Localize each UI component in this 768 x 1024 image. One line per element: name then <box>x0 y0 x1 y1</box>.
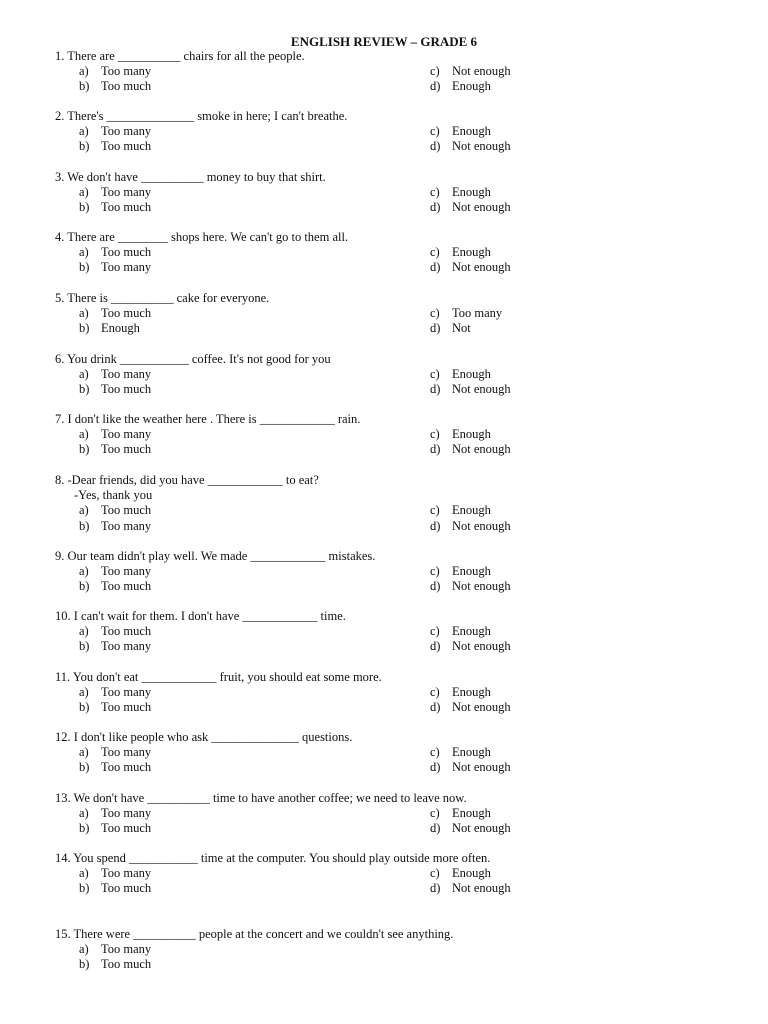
option-b[interactable]: b) Too many <box>79 260 152 275</box>
question-9 <box>55 549 695 595</box>
option-d[interactable]: d) Not enough <box>430 260 511 275</box>
option-c[interactable]: c) Enough <box>430 745 491 760</box>
option-c[interactable]: c) Enough <box>430 124 491 139</box>
option-b[interactable]: b) Too much <box>79 442 152 457</box>
option-d[interactable]: d) Not enough <box>430 821 511 836</box>
question-3 <box>55 170 695 216</box>
option-d[interactable]: d) Not enough <box>430 700 511 715</box>
question-4 <box>55 230 695 276</box>
question-text: 11. You don't eat ____________ fruit, you should eat some more. <box>55 670 382 684</box>
question-text: 10. I can't wait for them. I don't have ____________ time. <box>55 609 346 623</box>
question-text: 7. I don't like the weather here . There is ____________ rain. <box>55 412 361 426</box>
option-a[interactable]: a) Too much <box>79 306 152 321</box>
option-d[interactable]: d) Not enough <box>430 639 511 654</box>
option-b[interactable]: b) Too many <box>79 518 152 533</box>
option-d[interactable]: d) Not enough <box>430 579 511 594</box>
question-text-reply: -Yes, thank you <box>74 488 153 503</box>
option-d[interactable]: d) Not enough <box>430 139 511 154</box>
option-b[interactable]: b) Too much <box>79 79 152 94</box>
option-c[interactable]: c) Enough <box>430 427 491 442</box>
option-a[interactable]: a) Too many <box>79 427 152 442</box>
question-text: 2. There's ______________ smoke in here; I can't breathe. <box>55 109 348 123</box>
question-text: 1. There are __________ chairs for all the people. <box>55 49 305 63</box>
question-text: 5. There is __________ cake for everyone. <box>55 291 270 305</box>
option-d[interactable]: d) Not enough <box>430 881 511 896</box>
question-5 <box>55 291 695 337</box>
option-b[interactable]: b) Too much <box>79 700 152 715</box>
option-c[interactable]: c) Too many <box>430 306 503 321</box>
option-b[interactable]: b) Too much <box>79 200 152 215</box>
question-text: 8. -Dear friends, did you have ____________ to eat? <box>55 473 319 487</box>
option-a[interactable]: a) Too much <box>79 503 152 518</box>
option-b[interactable]: b) Too much <box>79 881 152 896</box>
question-text: 3. We don't have __________ money to buy that shirt. <box>55 170 326 184</box>
question-text: 9. Our team didn't play well. We made ____________ mistakes. <box>55 549 376 563</box>
question-12 <box>55 730 695 776</box>
option-d[interactable]: d) Enough <box>430 79 491 94</box>
option-a[interactable]: a) Too many <box>79 564 152 579</box>
option-b[interactable]: b) Too much <box>79 579 152 594</box>
question-text: 13. We don't have __________ time to have another coffee; we need to leave now. <box>55 791 467 805</box>
option-c[interactable]: c) Enough <box>430 624 491 639</box>
question-14 <box>55 851 695 897</box>
option-d[interactable]: d) Not enough <box>430 442 511 457</box>
page-title: ENGLISH REVIEW – GRADE 6 <box>290 34 478 49</box>
option-a[interactable]: a) Too many <box>79 806 152 821</box>
question-11 <box>55 670 695 716</box>
option-d[interactable]: d) Not enough <box>430 518 511 533</box>
question-text: 12. I don't like people who ask ______________ questions. <box>55 730 353 744</box>
option-a[interactable]: a) Too much <box>79 245 152 260</box>
option-b[interactable]: b) Enough <box>79 321 140 336</box>
option-b[interactable]: b) Too much <box>79 821 152 836</box>
option-b[interactable]: b) Too many <box>79 639 152 654</box>
option-c[interactable]: c) Enough <box>430 806 491 821</box>
option-a[interactable]: a) Too much <box>79 624 152 639</box>
option-a[interactable]: a) Too many <box>79 866 152 881</box>
question-text: 15. There were __________ people at the concert and we couldn't see anything. <box>55 927 454 941</box>
option-c[interactable]: c) Enough <box>430 564 491 579</box>
question-15 <box>55 927 695 973</box>
option-c[interactable]: c) Enough <box>430 866 491 881</box>
option-d[interactable]: d) Not enough <box>430 382 511 397</box>
question-13 <box>55 791 695 837</box>
option-c[interactable]: c) Enough <box>430 685 491 700</box>
question-6 <box>55 352 695 398</box>
question-text: 14. You spend ___________ time at the computer. You should play outside more often. <box>55 851 491 865</box>
option-c[interactable]: c) Enough <box>430 367 491 382</box>
option-c[interactable]: c) Enough <box>430 185 491 200</box>
question-7 <box>55 412 695 458</box>
option-c[interactable]: c) Not enough <box>430 64 511 79</box>
option-a[interactable]: a) Too many <box>79 124 152 139</box>
option-c[interactable]: c) Enough <box>430 503 491 518</box>
question-2 <box>55 109 695 155</box>
option-a[interactable]: a) Too many <box>79 367 152 382</box>
question-text: 6. You drink ___________ coffee. It's not good for you <box>55 352 331 366</box>
question-text: 4. There are ________ shops here. We can't go to them all. <box>55 230 349 244</box>
option-b[interactable]: b) Too much <box>79 957 152 972</box>
question-8 <box>55 473 695 534</box>
question-10 <box>55 609 695 655</box>
option-d[interactable]: d) Not enough <box>430 200 511 215</box>
option-a[interactable]: a) Too many <box>79 942 152 957</box>
option-d[interactable]: d) Not enough <box>430 760 511 775</box>
question-1 <box>55 49 695 95</box>
option-b[interactable]: b) Too much <box>79 760 152 775</box>
option-a[interactable]: a) Too many <box>79 185 152 200</box>
option-a[interactable]: a) Too many <box>79 64 152 79</box>
option-b[interactable]: b) Too much <box>79 139 152 154</box>
option-c[interactable]: c) Enough <box>430 245 491 260</box>
option-a[interactable]: a) Too many <box>79 745 152 760</box>
option-d[interactable]: d) Not <box>430 321 471 336</box>
option-a[interactable]: a) Too many <box>79 685 152 700</box>
option-b[interactable]: b) Too much <box>79 382 152 397</box>
